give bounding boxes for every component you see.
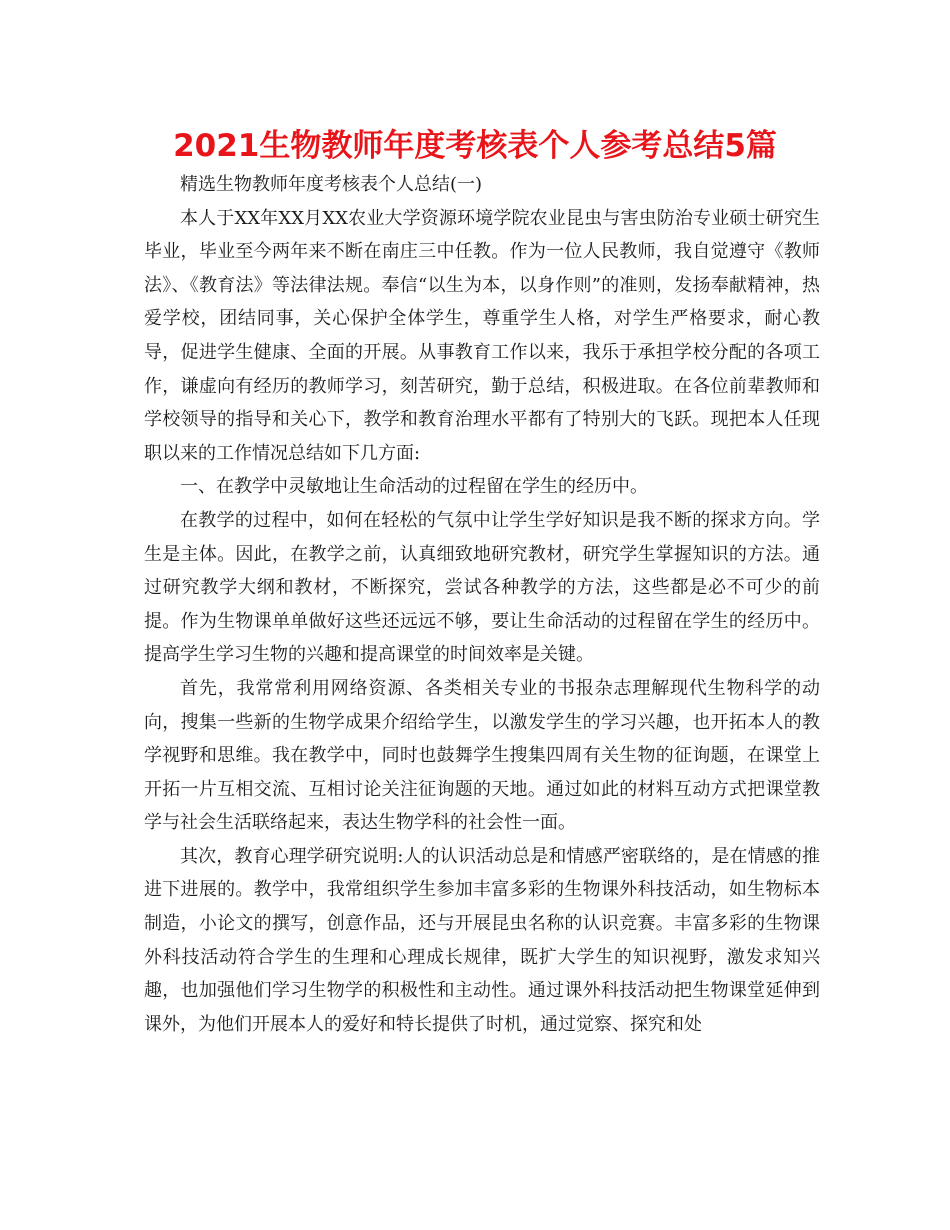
section-heading-1: 一、在教学中灵敏地让生命活动的过程留在学生的经历中。: [180, 476, 648, 498]
document-title: 2021生物教师年度考核表个人参考总结5篇: [173, 128, 777, 164]
section-subtitle: 精选生物教师年度考核表个人总结(一): [180, 174, 483, 195]
paragraph-first: 首先，我常常利用网络资源、各类相关专业的书报杂志理解现代生物科学的动向，搜集一些新的生物学成果介绍给学生，以激发学生的学习兴趣，也开拓本人的教学视野和思维。我在教学中，同时也鼓舞学生搜集四周有关生物的征询题，在课堂上开拓一片互相交流、互相讨论关注征询题的天地。通过如此的材料互动方式把课堂教学与社会生活联络起来，表达生物学科的社会性一面。: [144, 677, 820, 834]
paragraph-intro: 本人于XX年XX月XX农业大学资源环境学院农业昆虫与害虫防治专业硕士研究生毕业，毕业至今两年来不断在南庄三中任教。作为一位人民教师，我自觉遵守《教师法》、《教育法》等法律法规。奉信“以生为本，以身作则”的准则，发扬奉献精神，热爱学校，团结同事，关心保护全体学生，尊重学生人格，对学生严格要求，耐心教导，促进学生健康、全面的开展。从事教育工作以来，我乐于承担学校分配的各项工作，谦虚向有经历的教师学习，刻苦研究，勤于总结，积极进取。在各位前辈教师和学校领导的指导和关心下，教学和教育治理水平都有了特别大的飞跃。现把本人任现职以来的工作情况总结如下几方面:: [144, 207, 820, 464]
paragraph-second: 其次，教育心理学研究说明:人的认识活动总是和情感严密联络的，是在情感的推进下进展的。教学中，我常组织学生参加丰富多彩的生物课外科技活动，如生物标本制造，小论文的撰写，创意作品，还与开展昆虫名称的认识竞赛。丰富多彩的生物课外科技活动符合学生的生理和心理成长规律，既扩大学生的知识视野，激发求知兴趣，也加强他们学习生物学的积极性和主动性。通过课外科技活动把生物课堂延伸到课外，为他们开展本人的爱好和特长提供了时机，通过觉察、探究和处: [144, 845, 820, 1035]
paragraph-teaching-process: 在教学的过程中，如何在轻松的气氛中让学生学好知识是我不断的探求方向。学生是主体。因此，在教学之前，认真细致地研究教材，研究学生掌握知识的方法。通过研究教学大纲和教材，不断探究，尝试各种教学的方法，这些都是必不可少的前提。作为生物课单单做好这些还远远不够，要让生命活动的过程留在学生的经历中。提高学生学习生物的兴趣和提高课堂的时间效率是关键。: [144, 509, 820, 666]
document-body: [144, 168, 820, 1041]
